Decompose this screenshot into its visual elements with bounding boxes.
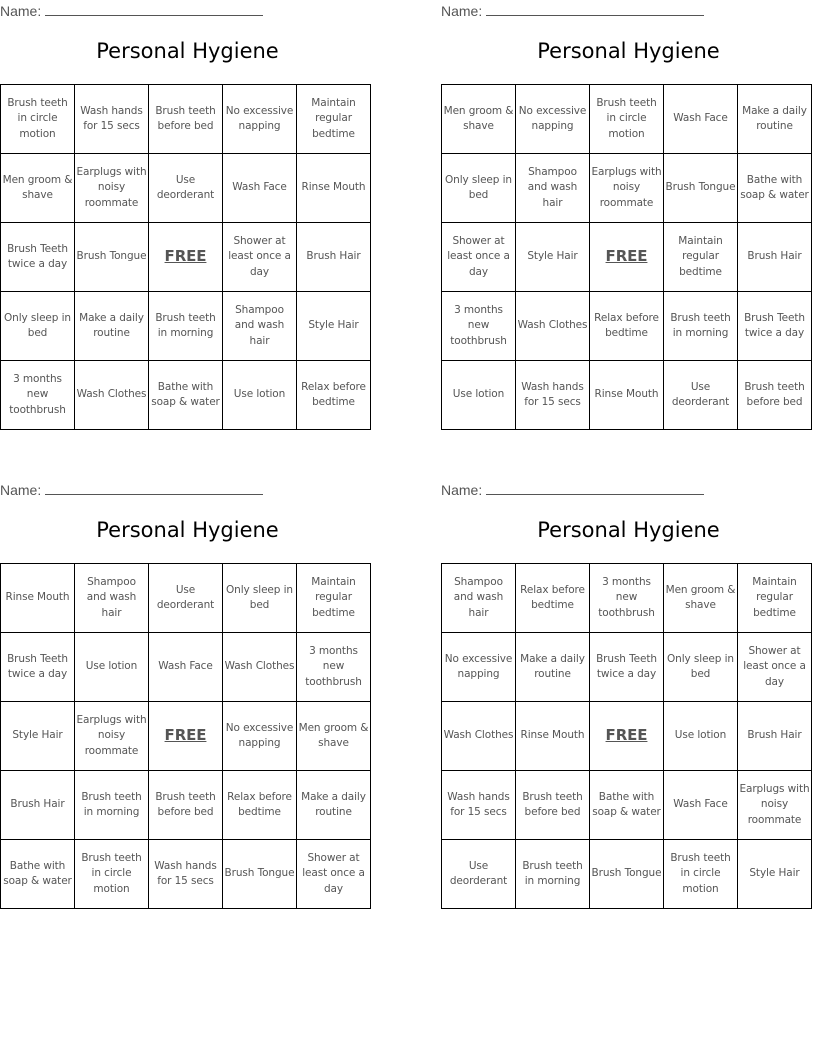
bingo-cell: Relax before bedtime bbox=[516, 564, 590, 633]
name-blank-line bbox=[45, 2, 263, 16]
bingo-cell: Style Hair bbox=[738, 840, 812, 909]
bingo-cell: Only sleep in bed bbox=[223, 564, 297, 633]
grid-row bbox=[442, 292, 812, 361]
name-field bbox=[441, 1, 704, 21]
bingo-cell: Brush Tongue bbox=[590, 840, 664, 909]
bingo-cell: Only sleep in bed bbox=[442, 154, 516, 223]
bingo-cell: Wash hands for 15 secs bbox=[149, 840, 223, 909]
bingo-cell: Brush teeth in morning bbox=[516, 840, 590, 909]
bingo-cell: Men groom & shave bbox=[664, 564, 738, 633]
bingo-cell: Use lotion bbox=[442, 361, 516, 430]
name-label: Name: bbox=[0, 482, 42, 498]
grid-row bbox=[442, 771, 812, 840]
name-field bbox=[0, 480, 263, 500]
free-space-cell: FREE bbox=[149, 702, 223, 771]
bingo-cell: Brush teeth in circle motion bbox=[1, 85, 75, 154]
bingo-cell: Relax before bedtime bbox=[223, 771, 297, 840]
bingo-cell: Relax before bedtime bbox=[297, 361, 371, 430]
bingo-cell: Rinse Mouth bbox=[297, 154, 371, 223]
bingo-cell: No excessive napping bbox=[223, 702, 297, 771]
grid-row bbox=[1, 702, 371, 771]
bingo-cell: Shampoo and wash hair bbox=[442, 564, 516, 633]
name-field bbox=[0, 1, 263, 21]
grid-row bbox=[442, 154, 812, 223]
bingo-cell: Shampoo and wash hair bbox=[516, 154, 590, 223]
grid-row bbox=[442, 840, 812, 909]
bingo-cell: Use deorderant bbox=[149, 564, 223, 633]
bingo-cell: 3 months new toothbrush bbox=[590, 564, 664, 633]
bingo-cell: Wash hands for 15 secs bbox=[516, 361, 590, 430]
bingo-cell: Wash Clothes bbox=[516, 292, 590, 361]
bingo-cell: Make a daily routine bbox=[75, 292, 149, 361]
grid-row bbox=[442, 564, 812, 633]
name-field bbox=[441, 480, 704, 500]
bingo-cell: Earplugs with noisy roommate bbox=[738, 771, 812, 840]
bingo-cell: Shower at least once a day bbox=[442, 223, 516, 292]
name-blank-line bbox=[45, 481, 263, 495]
bingo-cell: Wash Face bbox=[149, 633, 223, 702]
bingo-cell: No excessive napping bbox=[223, 85, 297, 154]
bingo-cell: Men groom & shave bbox=[442, 85, 516, 154]
bingo-cell: Brush teeth in morning bbox=[664, 292, 738, 361]
bingo-cell: Shower at least once a day bbox=[738, 633, 812, 702]
bingo-cell: Only sleep in bed bbox=[1, 292, 75, 361]
bingo-cell: Shower at least once a day bbox=[297, 840, 371, 909]
bingo-cell: Relax before bedtime bbox=[590, 292, 664, 361]
bingo-cell: Use deorderant bbox=[442, 840, 516, 909]
grid-row bbox=[1, 85, 371, 154]
bingo-cell: Men groom & shave bbox=[297, 702, 371, 771]
grid-row bbox=[1, 223, 371, 292]
card-title: Personal Hygiene bbox=[537, 39, 720, 63]
bingo-cell: Wash Face bbox=[664, 771, 738, 840]
bingo-grid bbox=[0, 84, 371, 430]
bingo-cell: Bathe with soap & water bbox=[738, 154, 812, 223]
name-blank-line bbox=[486, 2, 704, 16]
name-blank-line bbox=[486, 481, 704, 495]
grid-row bbox=[1, 292, 371, 361]
grid-row bbox=[442, 702, 812, 771]
bingo-cell: Wash Face bbox=[664, 85, 738, 154]
bingo-cell: Use lotion bbox=[223, 361, 297, 430]
grid-row bbox=[1, 564, 371, 633]
bingo-cell: Brush Hair bbox=[738, 702, 812, 771]
bingo-cell: Maintain regular bedtime bbox=[664, 223, 738, 292]
bingo-cell: Make a daily routine bbox=[516, 633, 590, 702]
grid-row bbox=[442, 223, 812, 292]
bingo-cell: Maintain regular bedtime bbox=[297, 85, 371, 154]
name-label: Name: bbox=[441, 3, 483, 19]
bingo-cell: Use deorderant bbox=[664, 361, 738, 430]
bingo-cell: Brush Hair bbox=[1, 771, 75, 840]
bingo-cell: Shower at least once a day bbox=[223, 223, 297, 292]
bingo-cell: Brush Hair bbox=[738, 223, 812, 292]
name-label: Name: bbox=[441, 482, 483, 498]
bingo-cell: Use deorderant bbox=[149, 154, 223, 223]
bingo-cell: Shampoo and wash hair bbox=[223, 292, 297, 361]
bingo-cell: Use lotion bbox=[664, 702, 738, 771]
bingo-cell: Brush Teeth twice a day bbox=[590, 633, 664, 702]
bingo-cell: 3 months new toothbrush bbox=[297, 633, 371, 702]
bingo-cell: Brush Teeth twice a day bbox=[1, 633, 75, 702]
bingo-cell: Bathe with soap & water bbox=[590, 771, 664, 840]
grid-row bbox=[1, 633, 371, 702]
bingo-cell: Brush Hair bbox=[297, 223, 371, 292]
bingo-cell: Brush teeth in circle motion bbox=[590, 85, 664, 154]
bingo-cell: Wash Clothes bbox=[223, 633, 297, 702]
grid-row bbox=[442, 361, 812, 430]
bingo-cell: Brush Tongue bbox=[664, 154, 738, 223]
bingo-cell: Brush teeth before bed bbox=[149, 85, 223, 154]
grid-row bbox=[442, 633, 812, 702]
bingo-cell: Only sleep in bed bbox=[664, 633, 738, 702]
bingo-cell: Maintain regular bedtime bbox=[738, 564, 812, 633]
bingo-grid bbox=[441, 84, 812, 430]
grid-row bbox=[1, 154, 371, 223]
bingo-cell: Bathe with soap & water bbox=[1, 840, 75, 909]
bingo-cell: Wash hands for 15 secs bbox=[442, 771, 516, 840]
bingo-cell: Brush Tongue bbox=[75, 223, 149, 292]
bingo-cell: Wash hands for 15 secs bbox=[75, 85, 149, 154]
bingo-cell: Rinse Mouth bbox=[516, 702, 590, 771]
bingo-cell: Brush teeth before bed bbox=[149, 771, 223, 840]
bingo-cell: Earplugs with noisy roommate bbox=[75, 154, 149, 223]
bingo-cell: Brush teeth in circle motion bbox=[664, 840, 738, 909]
grid-row bbox=[442, 85, 812, 154]
bingo-cell: No excessive napping bbox=[516, 85, 590, 154]
bingo-cell: Wash Clothes bbox=[442, 702, 516, 771]
bingo-cell: Brush Teeth twice a day bbox=[738, 292, 812, 361]
bingo-cell: Brush teeth before bed bbox=[738, 361, 812, 430]
bingo-cell: No excessive napping bbox=[442, 633, 516, 702]
bingo-grid bbox=[441, 563, 812, 909]
bingo-cell: Brush Teeth twice a day bbox=[1, 223, 75, 292]
card-title: Personal Hygiene bbox=[537, 518, 720, 542]
bingo-cell: Style Hair bbox=[516, 223, 590, 292]
grid-row bbox=[1, 840, 371, 909]
bingo-cell: Use lotion bbox=[75, 633, 149, 702]
bingo-cell: Style Hair bbox=[1, 702, 75, 771]
bingo-grid bbox=[0, 563, 371, 909]
bingo-cell: Rinse Mouth bbox=[1, 564, 75, 633]
bingo-cell: Make a daily routine bbox=[738, 85, 812, 154]
bingo-cell: Wash Clothes bbox=[75, 361, 149, 430]
bingo-cell: Brush Tongue bbox=[223, 840, 297, 909]
bingo-cell: Men groom & shave bbox=[1, 154, 75, 223]
card-title: Personal Hygiene bbox=[96, 518, 279, 542]
bingo-cell: Bathe with soap & water bbox=[149, 361, 223, 430]
bingo-cell: Brush teeth before bed bbox=[516, 771, 590, 840]
bingo-cell: Maintain regular bedtime bbox=[297, 564, 371, 633]
bingo-cell: Make a daily routine bbox=[297, 771, 371, 840]
bingo-cell: 3 months new toothbrush bbox=[442, 292, 516, 361]
name-label: Name: bbox=[0, 3, 42, 19]
free-space-cell: FREE bbox=[590, 702, 664, 771]
bingo-cell: Brush teeth in circle motion bbox=[75, 840, 149, 909]
bingo-cell: Brush teeth in morning bbox=[149, 292, 223, 361]
bingo-cell: Wash Face bbox=[223, 154, 297, 223]
bingo-cell: Earplugs with noisy roommate bbox=[75, 702, 149, 771]
bingo-cell: 3 months new toothbrush bbox=[1, 361, 75, 430]
bingo-cell: Shampoo and wash hair bbox=[75, 564, 149, 633]
grid-row bbox=[1, 361, 371, 430]
bingo-cell: Brush teeth in morning bbox=[75, 771, 149, 840]
bingo-cell: Earplugs with noisy roommate bbox=[590, 154, 664, 223]
bingo-cell: Rinse Mouth bbox=[590, 361, 664, 430]
bingo-cell: Style Hair bbox=[297, 292, 371, 361]
grid-row bbox=[1, 771, 371, 840]
card-title: Personal Hygiene bbox=[96, 39, 279, 63]
free-space-cell: FREE bbox=[149, 223, 223, 292]
free-space-cell: FREE bbox=[590, 223, 664, 292]
